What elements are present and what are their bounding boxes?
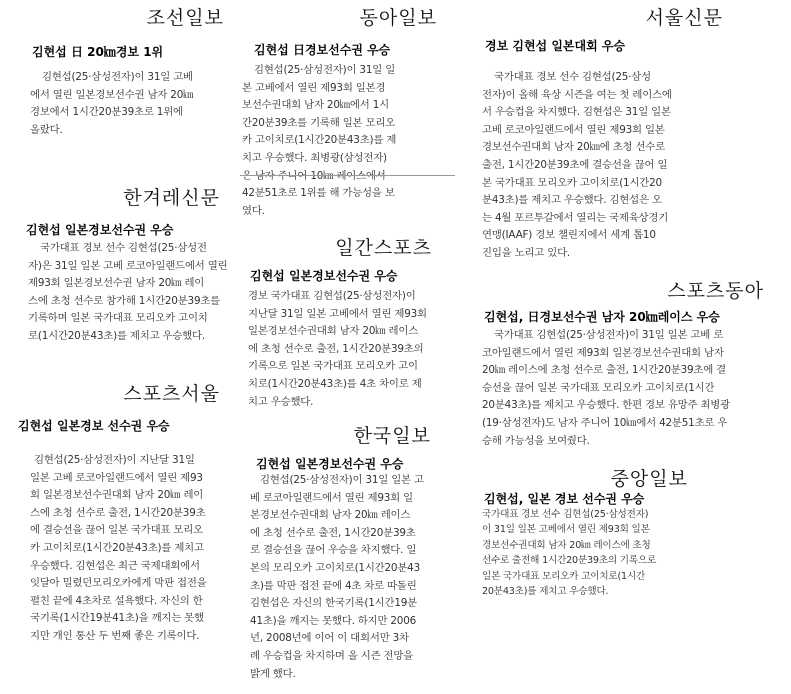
- newspaper-name: 중앙일보: [610, 468, 688, 490]
- clipping-donga: [240, 4, 455, 230]
- article-body: 경보 국가대표 김현섭(25·삼성전자)이 지난달 31일 일본 고베에서 열린 제93회 일본경보선수권대회 남자 20㎞ 레이스 에 초청 선수로 출전, 1시간20분39초의 기록으로 일본 국가대표 모리오카 고이 치로(1시간20분43초)를 4초 차이로 제 치고 우승했다.: [248, 290, 427, 408]
- clipping-seoul: [480, 4, 780, 279]
- article-body: 국가대표 경보 선수 김현섭(25·삼성전자) 이 31일 일본 고베에서 열린 제93회 일본 경보선수권대회 남자 20㎞ 레이스에 초청 선수로 출전해 1시간20분39초의 기록으로 일본 국가대표 모리오카 고이치로(1시간 20분43초)를 제치고 우승했다.: [482, 509, 657, 598]
- article-headline: 김현섭 일본경보 선수권 우승: [18, 419, 170, 433]
- newspaper-name: 동아일보: [359, 7, 437, 29]
- clipping-hankook: [244, 420, 457, 692]
- article-headline: 경보 김현섭 일본대회 우승: [485, 39, 626, 53]
- newspaper-name: 일간스포츠: [335, 237, 432, 259]
- column-divider: [240, 175, 455, 176]
- clipping-chosun: [12, 4, 238, 154]
- article-body: 김현섭(25·삼성전자)이 31일 일본 고 베 로코아일랜드에서 열린 제93회 일 본경보선수권대회 남자 20㎞ 레이스 에 초청 선수로 출전, 1시간20분39초 로 결승선을 끊어 우승을 차지했다. 일 본의 모리오카 고이치로(1시간20분43 초)를 막판 접전 끝에 4초 차로 따돌린 김현섭은 자신의 한국기록(1시간19분 41초)을 깨지는 못했다. 하지만 2006 년, 2008년에 이어 이 대회서만 3차 례 우승컵을 차지하며 올 시즌 전망을 밝게 했다.: [250, 474, 424, 680]
- article-headline: 김현섭 日 20㎞경보 1위: [32, 45, 164, 59]
- article-body: 국가대표 김현섭(25·삼성전자)이 31일 일본 고베 로 코아일랜드에서 열린 제93회 일본경보선수권대회 남자 20㎞ 레이스에 초청 선수로 출전, 1시간20분39초에 결 승선을 끊어 일본 국가대표 모리오카 고이치로(1시간 20분43초)를 제치고 우승했다. 한편 경보 유망주 최병광 (19·삼성전자)도 남자 주니어 10㎞에서 42분51초로 우 승해 가능성을 보여줬다.: [482, 329, 730, 447]
- newspaper-name: 조선일보: [146, 7, 224, 29]
- clipping-ilgansports: [242, 232, 457, 424]
- clipping-hankyoreh: [6, 182, 238, 374]
- article-headline: 김현섭 일본경보선수권 우승: [26, 223, 174, 237]
- newspaper-name: 한국일보: [353, 425, 431, 447]
- article-body: 김현섭(25·삼성전자)이 31일 일 본 고베에서 열린 제93회 일본경 보선수권대회 남자 20㎞에서 1시 간20분39초를 기록해 일본 모리오 카 고이치로(1시간20분43초)를 제 치고 우승했다. 최병광(삼성전자) 42분51초로 1위를 해 가능성을 보 였다.: [242, 64, 397, 217]
- article-body: 김현섭(25·삼성전자)이 31일 고베 에서 열린 일본경보선수권 남자 20㎞ 경보에서 1시간20분39초로 1위에 올랐다.: [30, 71, 194, 136]
- newspaper-name: 스포츠동아: [667, 280, 764, 302]
- article-body: 국가대표 경보 선수 김현섭(25·삼성전 자)은 31일 일본 고베 로코아일랜드에서 열린 제93회 일본경보선수권 남자 20㎞ 레이 스에 초청 선수로 참가해 1시간20분39초를 기록하며 일본 국가대표 모리오카 고이치 로(1시간20분43초)를 제치고 우승했다.: [28, 242, 228, 342]
- clipping-sportsseoul: [6, 378, 240, 690]
- newspaper-name: 스포츠서울: [123, 383, 220, 405]
- article-body: 국가대표 경보 선수 김현섭(25·삼성 전자)이 올해 육상 시즌을 여는 첫 레이스에 서 우승컵을 차지했다. 김현섭은 31일 일본 고베 로코아일랜드에서 열린 제93회 일본 경보선수권대회 남자 20㎞에 초청 선수로 출전, 1시간20분39초에 결승선을 끊어 일 본 국가대표 모리오카 고이치로(1시간20 분43초)를 제치고 우승했다. 김현섭은 오 는 4월 포르투갈에서 열리는 국제육상경기 연맹(IAAF) 경보 챌린지에서 세계 톱10 진입을 노리고 있다.: [482, 71, 672, 259]
- article-headline: 김현섭 일본경보선수권 우승: [250, 269, 398, 283]
- article-headline: 김현섭, 日경보선수권 남자 20㎞레이스 우승: [484, 310, 720, 324]
- article-headline: 김현섭, 일본 경보 선수권 우승: [484, 492, 645, 506]
- article-headline: 김현섭 日경보선수권 우승: [254, 43, 391, 57]
- newspaper-name: 한겨레신문: [123, 187, 220, 209]
- clipping-sportsdonga: [476, 273, 784, 463]
- article-body: 김현섭(25·삼성전자)이 지난달 31일 일본 고베 로코아일랜드에서 열린 제93 회 일본경보선수권대회 남자 20㎞ 레이 스에 초청 선수로 출전, 1시간20분39초 에 결승선을 끊어 일본 국가대표 모리오 카 고이치로(1시간20분43초)를 제치고 우승했다. 김현섭은 최근 국제대회에서 잇달아 밀렸던모리오카에게 막판 접전을 펼친 끝에 4초차로 설욕했다. 자신의 한 국기록(1시간19분41초)을 깨지는 못했 지만 개인 통산 두 번째 좋은 기록이다.: [30, 454, 207, 642]
- clipping-joongang: [476, 463, 716, 603]
- article-headline: 김현섭 일본경보선수권 우승: [256, 457, 404, 471]
- newspaper-name: 서울신문: [645, 7, 723, 29]
